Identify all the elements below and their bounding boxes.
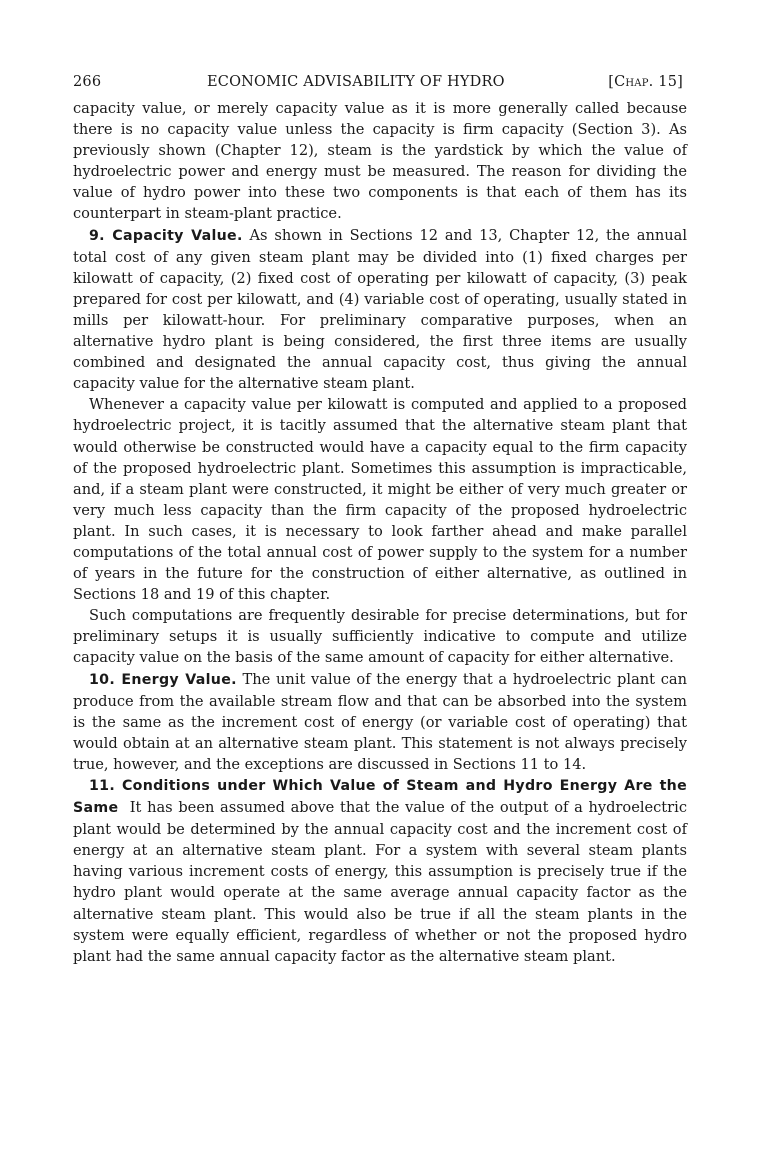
paragraph-text: It has been assumed above that the value of the output of a hydroelectric plant would be determined by the annual capacity cost and the increment cost of energy at an alternative steam plant. For a system with several steam plants having various increment costs of energy, this assumption is precisely true if the hydro plant would operate at the same average annual capacity factor as the alternative steam plant. This would also be true if all the steam plants in the system were equally efficient, regardless of whether or not the proposed hydro plant had the same annual capacity factor as the alternative steam plant. [73, 799, 687, 965]
paragraph-text: Such computations are frequently desirable for precise determinations, but for preliminary setups it is usually sufficiently indicative to compute and utilize capacity value on the basis of the same amount of capacity for either alternative. [73, 607, 687, 667]
paragraph [73, 605, 687, 668]
section-conditions [73, 775, 687, 967]
chapter-number: 15] [658, 74, 683, 90]
running-head [73, 70, 687, 94]
section-heading: 11. Conditions under Which Value of Steam and Hydro Energy Are the Same [73, 778, 687, 817]
paragraph-continuation [73, 98, 687, 225]
paragraph-text: The unit value of the energy that a hydroelectric plant can produce from the available stream flow and that can be absorbed into the system is the same as the increment cost of energy (or variable cost of operating) that would obtain at an alternative steam plant. This statement is not always precisely true, however, and the exceptions are discussed in Sections 11 to 14. [73, 670, 688, 773]
chapter-reference [608, 70, 683, 94]
section-heading: 10. Energy Value. [89, 671, 237, 688]
page-number: 266 [73, 74, 102, 90]
section-capacity-value [73, 225, 687, 395]
section-heading: 9. Capacity Value. [89, 227, 243, 244]
chapter-word: Chap. [614, 74, 654, 90]
book-page [73, 70, 687, 967]
paragraph-text: Whenever a capacity value per kilowatt is computed and applied to a proposed hydroelectric project, it is tacitly assumed that the alternative steam plant that would otherwise be constructed would have a capacity equal to the firm capacity of the proposed hydroelectric plant. Sometimes this assumption is impracticable, and, if a steam plant were constructed, it might be either of very much greater or very much less capacity than the firm capacity of the proposed hydroelectric plant. In such cases, it is necessary to look farther ahead and make parallel computations of the total annual cost of power supply to the system for a number of years in the future for the construction of either alternative, as outlined in Sections 18 and 19 of this chapter. [73, 396, 687, 604]
paragraph-text: As shown in Sections 12 and 13, Chapter 12, the annual total cost of any given steam plant may be divided into (1) fixed charges per kilowatt of capacity, (2) fixed cost of operating per kilowatt of capacity, (3) peak prepared for cost per kilowatt, and (4) variable cost of operating, usually stated in mills per kilowatt-hour. For preliminary comparative purposes, when an alternative hydro plant is being considered, the first three items are usually combined and designated the annual capacity cost, thus giving the annual capacity value for the alternative steam plant. [73, 226, 688, 393]
section-energy-value [73, 669, 687, 775]
body-text [73, 98, 687, 967]
chapter-bracket: [ [608, 74, 615, 90]
paragraph-text: capacity value, or merely capacity value as it is more generally called because there is no capacity value unless the capacity is firm capacity (Section 3). As previously shown (Chapter 12), steam is the yardstick by which the value of hydroelectric power and energy must be measured. The reason for dividing the value of hydro power into these two components is that each of them has its counterpart in steam-plant practice. [73, 100, 687, 223]
paragraph [73, 394, 687, 605]
running-title: ECONOMIC ADVISABILITY OF HYDRO [207, 74, 505, 90]
